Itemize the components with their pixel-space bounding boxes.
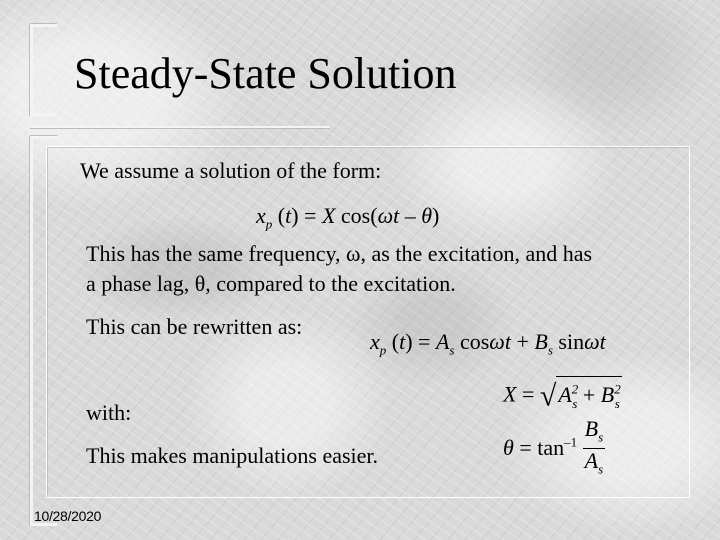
slide-title: Steady-State Solution bbox=[74, 49, 457, 98]
assume-text: We assume a solution of the form: bbox=[80, 158, 382, 183]
title-divider bbox=[30, 126, 330, 128]
frequency-text-line-1: This has the same frequency, ω, as the excitation, and has bbox=[86, 241, 593, 266]
phase-equation: $\theta = \tan^{-1}$ $\frac{B_s}{A_s}$ bbox=[503, 416, 604, 477]
with-text: with: bbox=[86, 400, 132, 425]
frequency-text-line-2: a phase lag, θ, compared to the excitation. bbox=[86, 271, 456, 296]
slide-date: 10/28/2020 bbox=[34, 508, 102, 524]
solution-form-equation: $x_p$ (t) = X cos(ωt – θ) bbox=[256, 203, 440, 232]
rewritten-text: This can be rewritten as: bbox=[86, 314, 303, 339]
rewritten-form-equation: $x_p$ $(t) = A_s$ $\cos\omega t + B_s$ sinωt bbox=[370, 329, 606, 358]
amplitude-equation: $X = √A^2_s + B^2_s$ bbox=[503, 376, 622, 417]
title-bracket-decoration bbox=[30, 24, 57, 116]
easier-text: This makes manipulations easier. bbox=[86, 443, 379, 468]
